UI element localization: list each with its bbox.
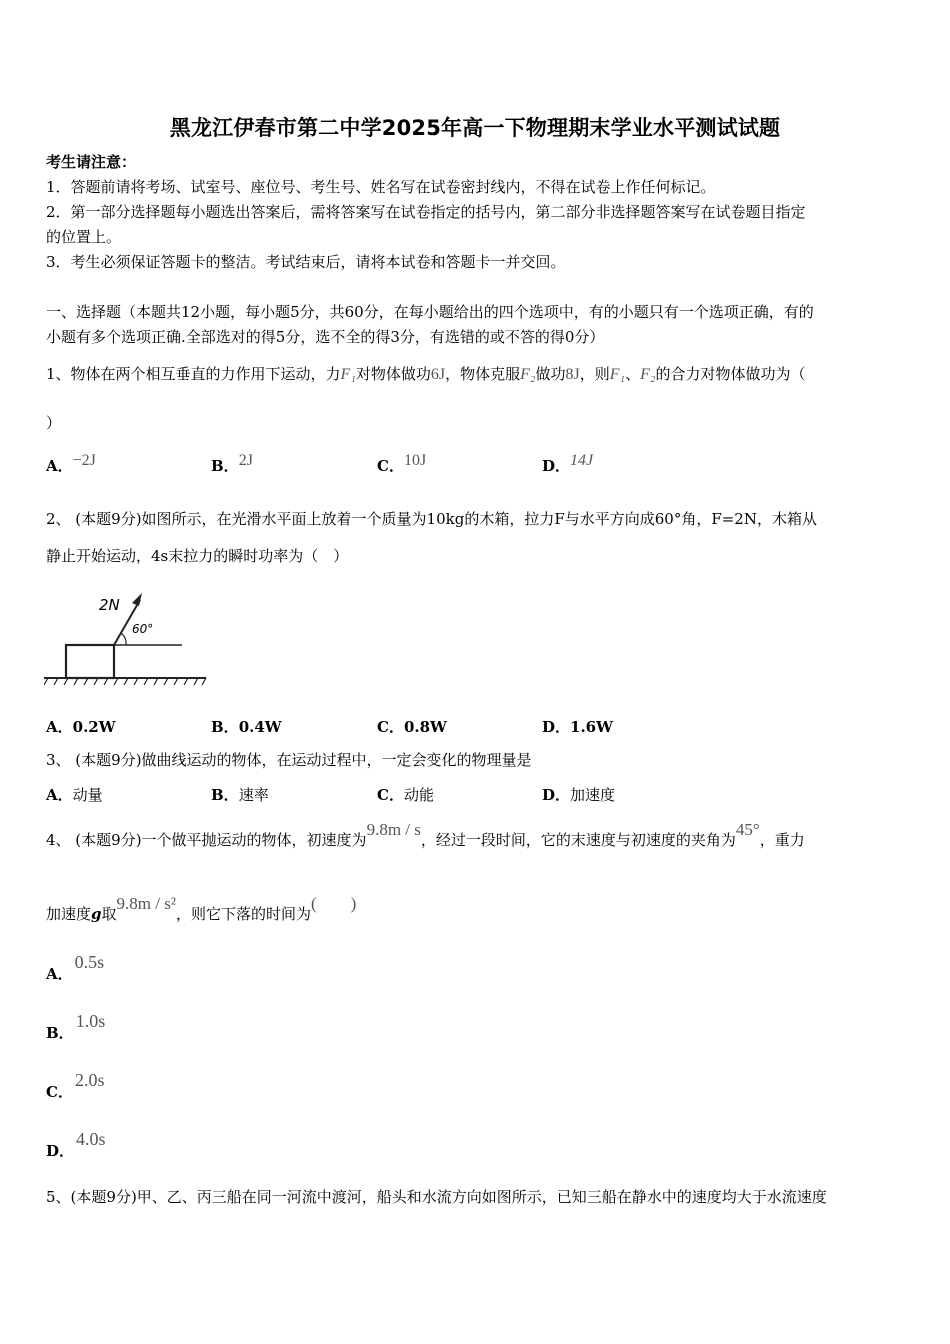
section-instructions: 小题有多个选项正确.全部选对的得5分，选不全的得3分，有选错的或不答的得0分） bbox=[46, 328, 605, 346]
question-3-option-b[interactable]: B．速率 bbox=[211, 786, 269, 804]
question-1-stem: 1、物体在两个相互垂直的力作用下运动，力F₁对物体做功6J，物体克服F₂做功8J，则F₁、F₂的合力对物体做功为（ bbox=[46, 365, 806, 383]
angle-value: 45° bbox=[735, 820, 760, 839]
force-arrowhead bbox=[132, 593, 142, 606]
question-3-option-a[interactable]: A．动量 bbox=[46, 786, 103, 804]
question-3-stem: 3、 (本题9分)做曲线运动的物体，在运动过程中，一定会变化的物理量是 bbox=[46, 751, 532, 769]
question-2-stem: 2、 (本题9分)如图所示，在光滑水平面上放着一个质量为10kg的木箱，拉力F与水平方向成60°角，F=2N，木箱从 bbox=[46, 510, 817, 528]
section-instructions: 一、选择题（本题共12小题，每小题5分，共60分，在每小题给出的四个选项中，有的小题只有一个选项正确，有的 bbox=[46, 303, 814, 321]
angle-arc bbox=[121, 633, 126, 645]
symbol-f2: F₂ bbox=[520, 366, 536, 383]
question-4-option-d[interactable]: D．4.0s bbox=[46, 1129, 106, 1160]
notice-item: 2．第一部分选择题每小题选出答案后，需将答案写在试卷指定的括号内，第二部分非选择题答案写在试卷题目指定 bbox=[46, 203, 806, 221]
question-1-paren: ） bbox=[46, 414, 62, 432]
question-1-option-c[interactable]: C．10J bbox=[377, 452, 427, 475]
question-2-option-c[interactable]: C．0.8W bbox=[377, 718, 447, 736]
question-2-stem: 静止开始运动，4s末拉力的瞬时功率为（ ） bbox=[46, 547, 349, 565]
question-2-option-d[interactable]: D．1.6W bbox=[542, 718, 613, 736]
wooden-box bbox=[66, 645, 114, 678]
question-4-stem: 4、 (本题9分)一个做平抛运动的物体，初速度为9.8m / s，经过一段时间，它的末速度与初速度的夹角为45°，重力 bbox=[46, 820, 805, 849]
question-2-option-b[interactable]: B．0.4W bbox=[211, 718, 282, 736]
initial-velocity: 9.8m / s bbox=[366, 820, 421, 839]
angle-label: 60° bbox=[132, 622, 154, 636]
symbol-f1: F₁ bbox=[340, 366, 356, 383]
page-title: 黑龙江伊春市第二中学2025年高一下物理期末学业水平测试试题 bbox=[169, 116, 781, 140]
notice-item: 3．考生必须保证答题卡的整洁。考试结束后，请将本试卷和答题卡一并交回。 bbox=[46, 253, 566, 271]
question-4-option-a[interactable]: A．0.5s bbox=[46, 952, 105, 983]
force-label: 2N bbox=[99, 596, 120, 614]
question-3-option-c[interactable]: C．动能 bbox=[377, 786, 434, 804]
question-4-stem: 加速度g取9.8m / s²，则它下落的时间为( ) bbox=[46, 894, 357, 923]
question-2-option-a[interactable]: A．0.2W bbox=[46, 718, 116, 736]
question-1-option-d[interactable]: D．14J bbox=[542, 452, 594, 475]
notice-heading: 考生请注意： bbox=[46, 153, 137, 171]
notice-item: 的位置上。 bbox=[46, 228, 122, 246]
question-1-option-a[interactable]: A．−2J bbox=[46, 452, 96, 475]
question-5-stem: 5、(本题9分)甲、乙、丙三船在同一河流中渡河，船头和水流方向如图所示，已知三船在静水中的速度均大于水流速度 bbox=[46, 1188, 827, 1206]
question-3-option-d[interactable]: D．加速度 bbox=[542, 786, 616, 804]
question-4-option-c[interactable]: C．2.0s bbox=[46, 1070, 105, 1101]
work-value: 8J bbox=[565, 366, 580, 383]
notice-item: 1．答题前请将考场、试室号、座位号、考生号、姓名写在试卷密封线内，不得在试卷上作任何标记。 bbox=[46, 178, 716, 196]
gravity-value: 9.8m / s² bbox=[116, 894, 176, 913]
question-4-option-b[interactable]: B．1.0s bbox=[46, 1011, 106, 1042]
question-1-option-b[interactable]: B．2J bbox=[211, 452, 253, 475]
box-force-diagram bbox=[44, 586, 210, 690]
work-value: 6J bbox=[430, 366, 446, 383]
